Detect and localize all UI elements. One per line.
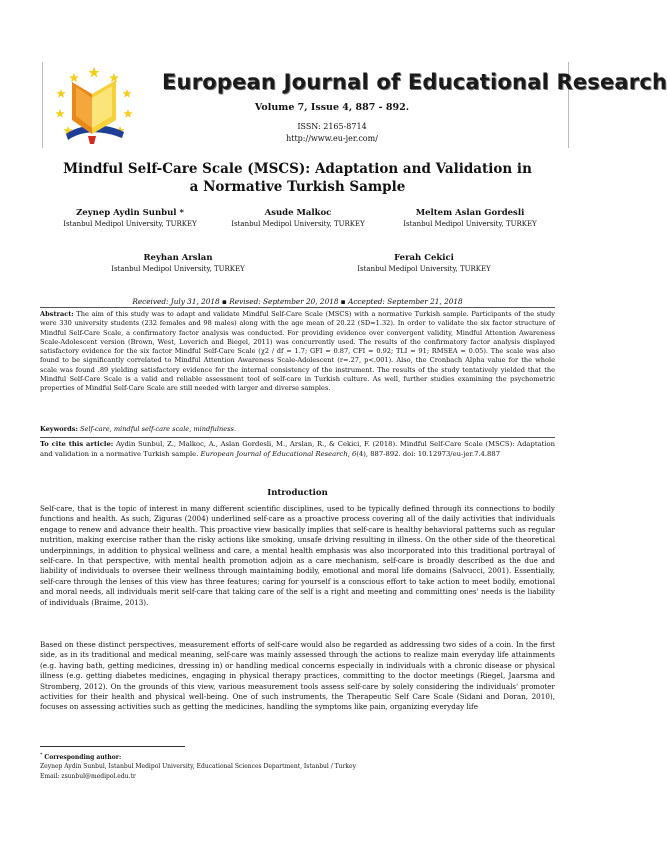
author-block xyxy=(370,208,570,228)
citation-journal: European Journal of Educational Research, xyxy=(200,449,350,458)
journal-title: European Journal of Educational Research xyxy=(162,70,667,94)
keywords-label: Keywords: xyxy=(40,425,78,433)
abstract xyxy=(40,310,555,394)
author-block xyxy=(198,208,398,228)
journal-issn: ISSN: 2165-8714 xyxy=(297,122,367,131)
footnote-author-line: Zeynep Aydin Sunbul, Istanbul Medipol University, Educational Sciences Department, Istanbul / Turkey xyxy=(40,763,356,771)
author-block xyxy=(78,253,278,273)
citation-text: Aydin Sunbul, Z., Malkoc, A., Aslan Gordesli, M., Arslan, R., & Cekici, F. (2018). Mindful Self-Care Scale (MSCS): Adaptation and validation in a normative Turkish sample. xyxy=(40,440,555,458)
keywords xyxy=(40,425,555,433)
article-dates: Received: July 31, 2018 ▪ Revised: September 20, 2018 ▪ Accepted: September 21, 2018 xyxy=(132,297,463,306)
divider xyxy=(40,437,555,438)
author-affiliation: Istanbul Medipol University, TURKEY xyxy=(63,220,197,228)
citation xyxy=(40,440,555,459)
journal-logo-icon xyxy=(52,64,136,148)
author-name: Zeynep Aydin Sunbul * xyxy=(76,208,184,218)
citation-volume: 6 xyxy=(351,449,357,458)
author-name: Meltem Aslan Gordesli xyxy=(415,208,525,218)
body-paragraph: Based on these distinct perspectives, measurement efforts of self-care would also be regarded as addressing two sides of a coin. In the first side, as in its traditional and medical meaning, self-care was mainly assessed through the actions to realize main everyday life attainments (e.g. having bath, getting medicines, dressing in) or handling medical concerns especially in individuals with a chronic disease or physical illness (e.g. getting diabetes medicines, engaging in physical therapy practices, committing to the doctor meetings (Riegel, Jaarsma and Stromberg, 2012). On the grounds of this view, various measurement tools assess self-care by solely considering the individuals' promoter activities for their health and physical well-being. One of such instruments, the Therapeutic Self Care Scale (Sidani and Doran, 2010), focuses on assessing activities such as getting the medicines, handling the symptoms like pain, organizing everyday life xyxy=(40,640,555,712)
keywords-text: Self-care, mindful self-care scale, mindfulness. xyxy=(80,425,237,433)
author-affiliation: Istanbul Medipol University, TURKEY xyxy=(403,220,537,228)
author-name: Asude Malkoc xyxy=(264,208,332,218)
paper-title: Mindful Self-Care Scale (MSCS): Adaptation and Validation in a Normative Turkish Sample xyxy=(63,161,532,195)
author-name: Ferah Cekici xyxy=(394,253,454,263)
journal-url[interactable]: http://www.eu-jer.com/ xyxy=(286,134,378,143)
abstract-label: Abstract: xyxy=(40,310,74,318)
author-name: Reyhan Arslan xyxy=(143,253,213,263)
author-affiliation: Istanbul Medipol University, TURKEY xyxy=(231,220,365,228)
divider xyxy=(40,307,555,308)
footnote xyxy=(40,751,555,781)
footnote-marker: * xyxy=(40,752,43,758)
journal-issue: Volume 7, Issue 4, 887 - 892. xyxy=(254,102,410,113)
section-heading-introduction: Introduction xyxy=(267,488,328,498)
citation-pages-doi: (4), 887-892. doi: 10.12973/eu-jer.7.4.887 xyxy=(356,449,501,458)
abstract-text: The aim of this study was to adapt and validate Mindful Self-Care Scale (MSCS) with a normative Turkish sample. Participants of the study were 330 university students (232 females and 98 males) along with the age mean of 20.22 (SD=1.32). In order to validate the six factor structure of Mindful Self-Care Scale, a confirmatory factor analysis was conducted. For providing evidence over convergent validity, Mindful Attention Awareness Scale-Adolescent version (Brown, West, Loverich and Biegel, 2011) was concurrently used. The results of the confirmatory factor analysis displayed satisfactory evidence for the six factor Mindful Self-Care Scale (χ2 / df = 1.7; GFI = 0.87, CFI = 0.92; TLI = 91; RMSEA = 0.05). The scale was also found to be significantly correlated to Mindful Attention Awareness Scale-Adolescent (r=.27, p<.001). Also, the Cronbach Alpha value for the whole scale was found .89 yielding satisfactory evidence for the internal consistency of the instrument. The results of the study tentatively yielded that the Mindful Self-Care Scale is a valid and reliable assessment tool of self-care in Turkish culture. As well, further studies examining the psychometric properties of Mindful Self-Care Scale are still needed with larger and diverse samples. xyxy=(40,310,555,393)
author-block xyxy=(324,253,524,273)
footnote-divider xyxy=(40,746,185,747)
footnote-heading: Corresponding author: xyxy=(44,754,122,761)
body-paragraph: Self-care, that is the topic of interest in many different scientific disciplines, used to be typically defined through its connections to bodily functions and health. As such, Ziguras (2004) underlined self-care as a proactive process covering all of the daily activities that individuals engage to renew and advance their health. This proactive view basically implies that self-care is healthy behavioral patterns such as regular nutrition, making exercise rather than the risky actions like smoking, unsafe driving resulting in illness. On the other side of the theoretical underpinnings, in addition to physical wellness and care, a mental health emphasis was also incorporated into this traditional portrayal of self-care. In that perspective, with mental health promotion adjoin as a care mechanism, self-care is broadly described as the due and liability of individuals to oversee their wellness through maintaining bodily, emotional and moral life domains (Salvucci, 2001). Essentially, self-care through the lenses of this view has three features; caring for yourself is a conscious effort to take action to meet bodily, emotional and moral needs, all individuals merit self-care that taking care of the self is a right and meeting and committing ones' needs is the liability of individuals (Braime, 2013). xyxy=(40,504,555,607)
footnote-email[interactable]: Email: zsunbul@medipol.edu.tr xyxy=(40,772,136,780)
author-affiliation: Istanbul Medipol University, TURKEY xyxy=(357,265,491,273)
author-affiliation: Istanbul Medipol University, TURKEY xyxy=(111,265,245,273)
citation-label: To cite this article: xyxy=(40,440,114,448)
